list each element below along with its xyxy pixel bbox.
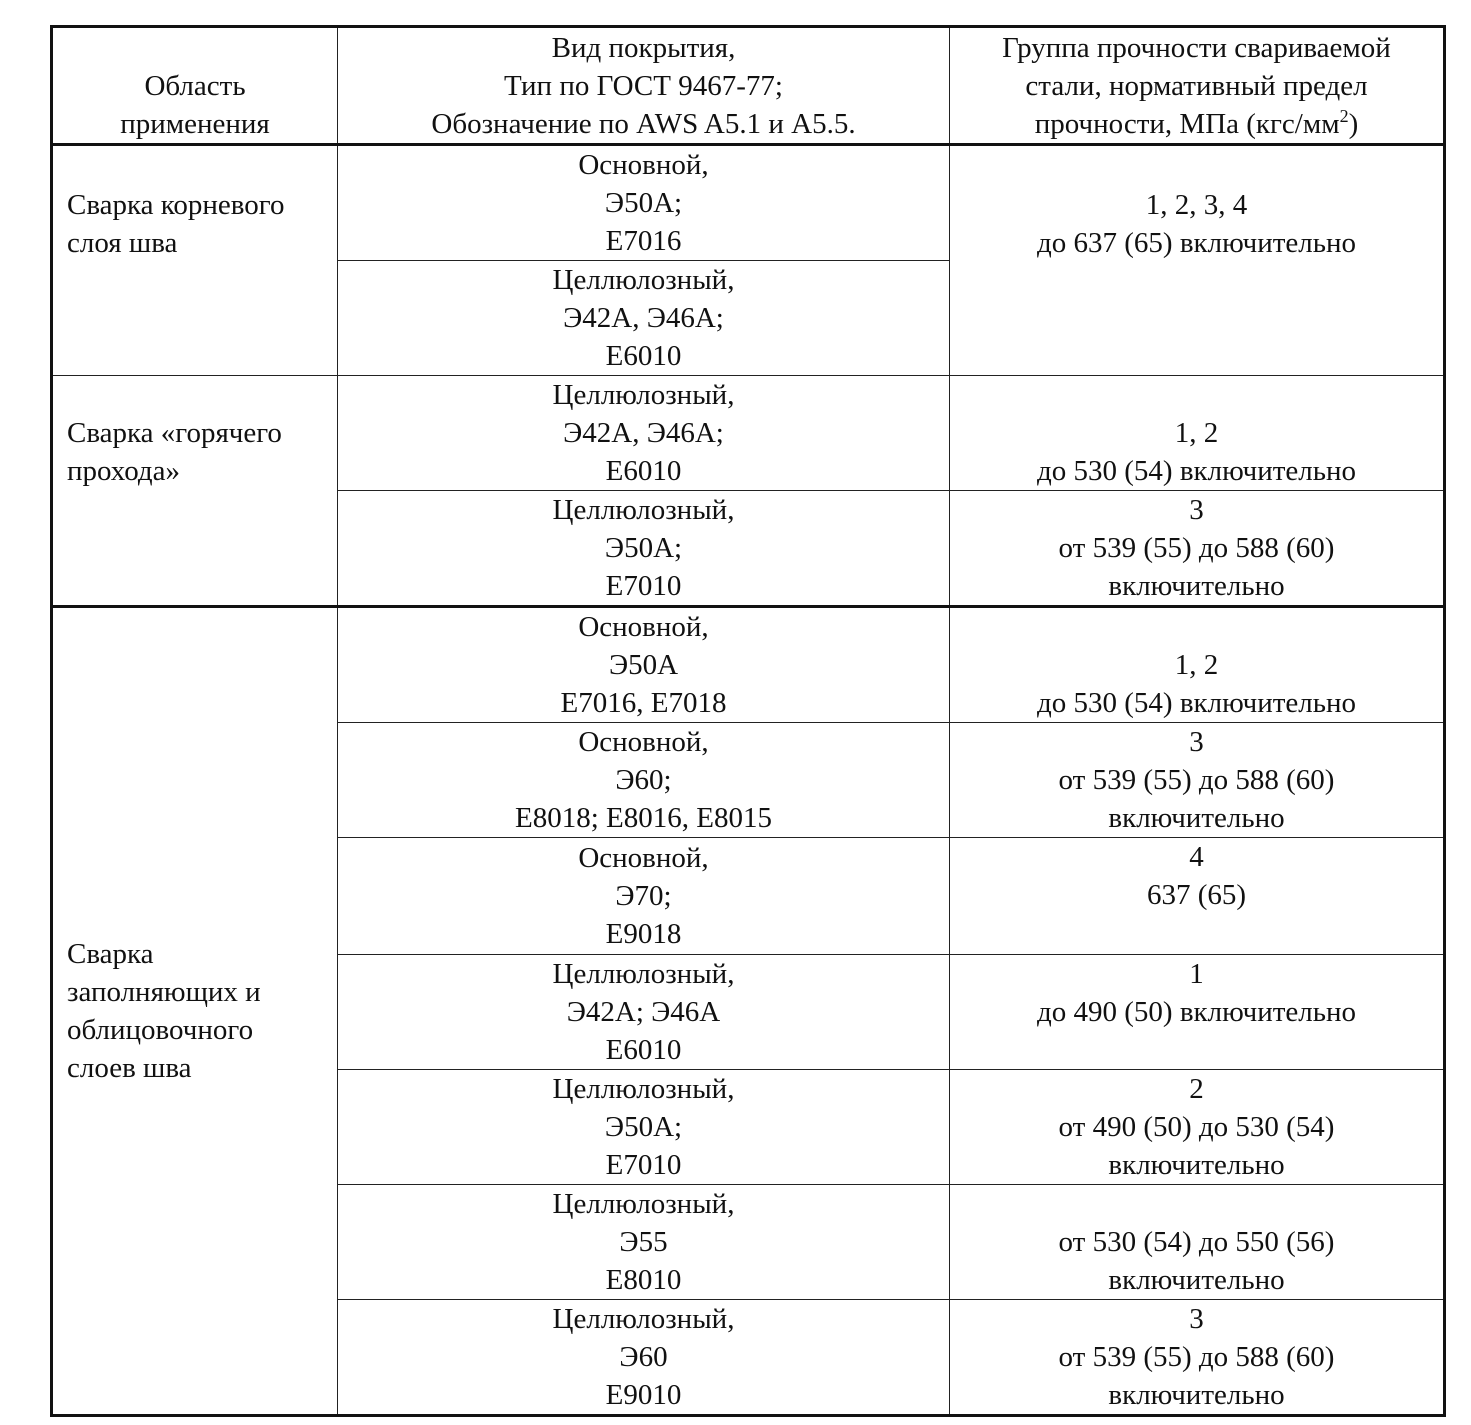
table-header-row <box>52 27 1445 145</box>
strength-cell: 2 от 490 (50) до 530 (54) включительно <box>950 1070 1445 1185</box>
header-coating-type: Вид покрытия, Тип по ГОСТ 9467-77; Обозначение по AWS A5.1 и A5.5. <box>338 27 950 145</box>
strength-cell: 1, 2, 3, 4 до 637 (65) включительно <box>950 145 1445 376</box>
coating-cell: Целлюлозный, Э60 E9010 <box>338 1300 950 1416</box>
coating-cell: Основной, Э60; E8018; E8016, E8015 <box>338 723 950 838</box>
strength-cell: от 530 (54) до 550 (56) включительно <box>950 1185 1445 1300</box>
strength-cell: 1, 2 до 530 (54) включительно <box>950 607 1445 723</box>
coating-cell: Целлюлозный, Э50А; Е7010 <box>338 491 950 607</box>
strength-cell: 4 637 (65) <box>950 838 1445 955</box>
coating-cell: Целлюлозный, Э50А; Е7010 <box>338 1070 950 1185</box>
area-cell: Сварка заполняющих и облицовочного слоев шва <box>52 607 338 1416</box>
strength-cell: 3 от 539 (55) до 588 (60) включительно <box>950 723 1445 838</box>
table-row <box>52 145 1445 261</box>
coating-cell: Целлюлозный, Э42А, Э46А; Е6010 <box>338 376 950 491</box>
table-row <box>52 376 1445 491</box>
header-area: Область применения <box>52 27 338 145</box>
coating-cell: Основной, Э50А; Е7016 <box>338 145 950 261</box>
strength-cell: 3 от 539 (55) до 588 (60) включительно <box>950 491 1445 607</box>
coating-cell: Основной, Э70; E9018 <box>338 838 950 955</box>
coating-cell: Целлюлозный, Э42А; Э46А Е6010 <box>338 955 950 1070</box>
strength-cell: 1, 2 до 530 (54) включительно <box>950 376 1445 491</box>
strength-cell: 1 до 490 (50) включительно <box>950 955 1445 1070</box>
area-cell: Сварка корневого слоя шва <box>52 145 338 376</box>
table-row <box>52 607 1445 723</box>
area-cell: Сварка «горячего прохода» <box>52 376 338 607</box>
electrode-table <box>50 25 1446 1417</box>
strength-cell: 3 от 539 (55) до 588 (60) включительно <box>950 1300 1445 1416</box>
header-strength-group: Группа прочности свариваемой стали, нормативный предел прочности, МПа $(кгс/мм^2)$ <box>950 27 1445 145</box>
coating-cell: Целлюлозный, Э42А, Э46А; Е6010 <box>338 261 950 376</box>
coating-cell: Основной, Э50А Е7016, Е7018 <box>338 607 950 723</box>
coating-cell: Целлюлозный, Э55 E8010 <box>338 1185 950 1300</box>
